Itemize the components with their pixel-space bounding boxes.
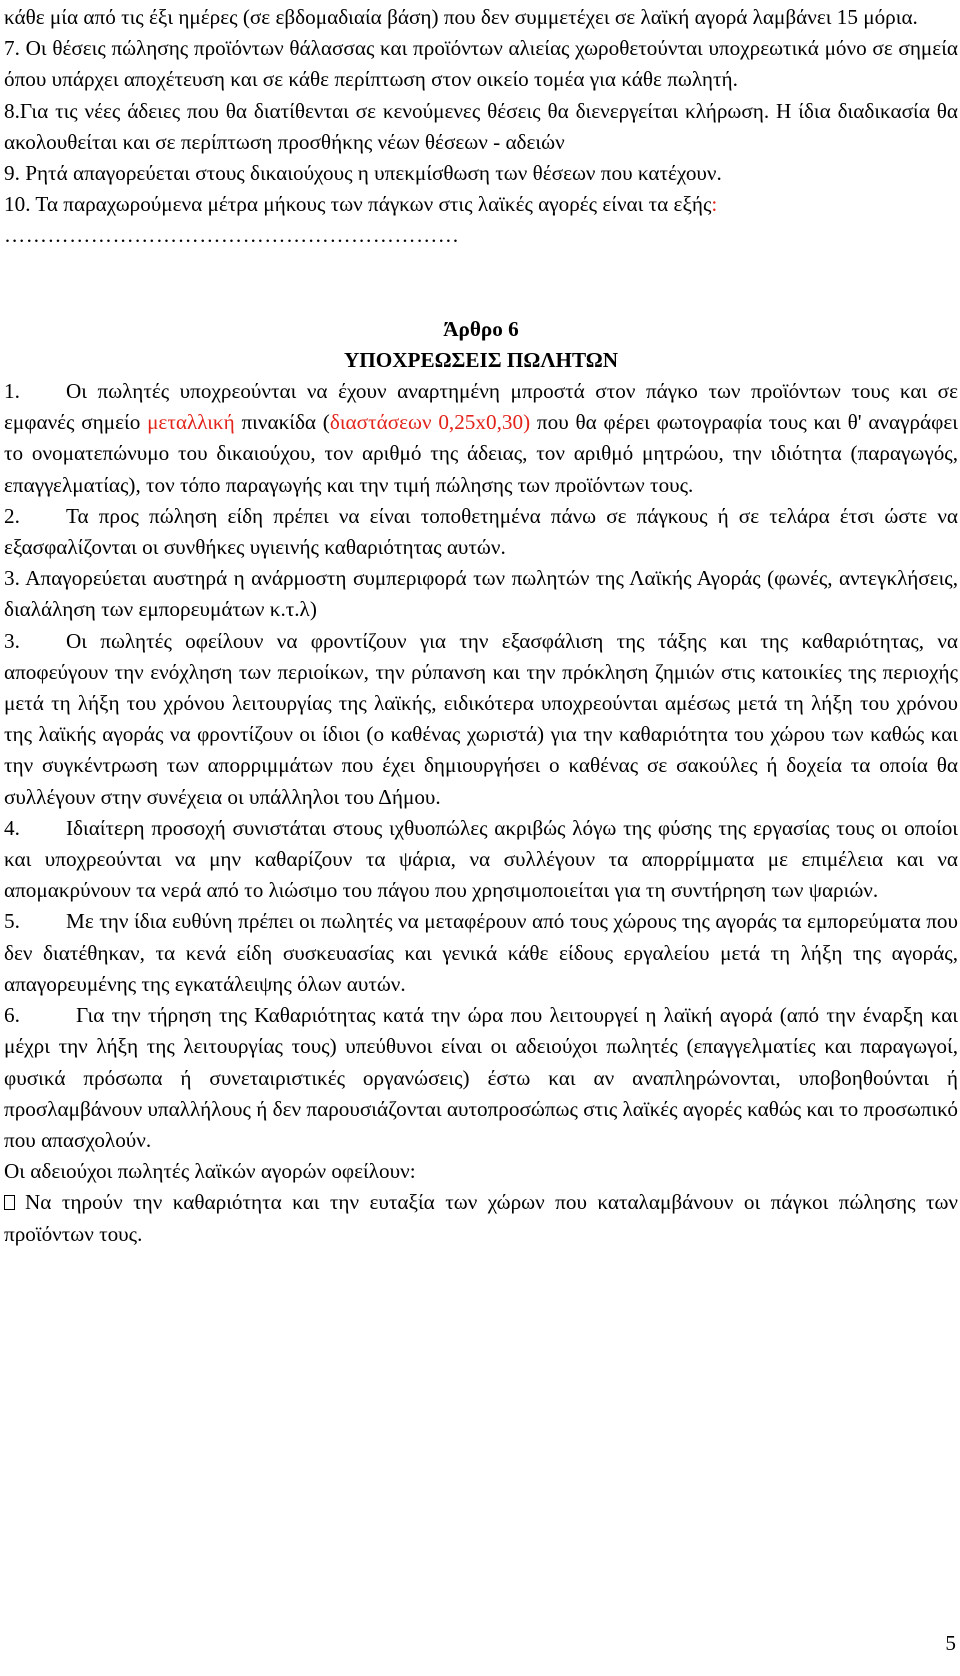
article-title: ΥΠΟΧΡΕΩΣΕΙΣ ΠΩΛΗΤΩΝ	[343, 347, 619, 372]
obligation-2	[4, 501, 958, 563]
obligation-1-text-c: που θα φέρει φωτογραφία τους και θ' αναγράφει το ονοματεπώνυμο του δικαιούχου, τον αριθμό της άδειας, τον αριθμό μητρώου, την ιδιότητα (παραγωγός, επαγγελματίας), τον τόπο παραγωγής και την τιμή πώλησης των προϊόντων τους.	[4, 410, 958, 497]
obligation-1-text-b: πινακίδα (	[234, 410, 330, 435]
obligation-1-number: 1.	[4, 379, 20, 404]
duty-item-1-text: Να τηρούν την καθαριότητα και την ευταξία των χώρων που καταλαμβάνουν οι πάγκοι πώλησης των προϊόντων τους.	[4, 1190, 958, 1246]
page-number: 5	[945, 1631, 956, 1655]
obligation-6-text: Για την τήρηση της Καθαριότητας κατά την ώρα που λειτουργεί η λαϊκή αγορά (από την έναρξη και μέχρι την λήξη της λειτουργίας τους) υπεύθυνοι είναι οι αδειούχοι πωλητές (επαγγελματίες και παραγωγοί, φυσικά πρόσωπα ή συνεταιριστικές οργανώσεις) έστω και αν αναπληρώνονται, υποβοηθούνται ή προσλαμβάνουν υπαλλήλους ή δεν παρουσιάζονται αυτοπροσώπως στις λαϊκές αγορές καθώς και το προσωπικό που απασχολούν.	[4, 1003, 958, 1152]
document-body	[4, 2, 958, 1250]
obligation-1	[4, 376, 958, 501]
paragraph-intro-tail: κάθε μία από τις έξι ημέρες (σε εβδομαδιαία βάση) που δεν συμμετέχει σε λαϊκή αγορά λαμβάνει 15 μόρια.	[4, 5, 918, 29]
obligation-3a: 3. Απαγορεύεται αυστηρά η ανάρμοστη συμπεριφορά των πωλητών της Λαϊκής Αγοράς (φωνές, αντεγκλήσεις, διαλάληση των εμπορευμάτων κ.τ.λ)	[4, 566, 958, 622]
obligation-4-text: Ιδιαίτερη προσοχή συνιστάται στους ιχθυοπώλες ακριβώς λόγω της φύσης της εργασίας τους οι οποίοι και υποχρεούνται να μην καθαρίζουν τα ψάρια, να συλλέγουν τα απορρίμματα με επιμέλεια και να απομακρύνουν τα νερά από το λιώσιμο του πάγου που χρησιμοποιείται για τη συντήρηση των ψαριών.	[4, 815, 958, 903]
obligation-6	[4, 1000, 958, 1156]
obligation-4	[4, 813, 958, 907]
obligation-5-number: 5.	[4, 909, 20, 934]
obligation-3b-number: 3.	[4, 628, 20, 653]
duties-intro: Οι αδειούχοι πωλητές λαϊκών αγορών οφείλουν:	[4, 1159, 416, 1184]
obligation-5	[4, 906, 958, 1000]
item-10-colon: :	[711, 192, 718, 217]
obligation-2-text: Τα προς πώληση είδη πρέπει να είναι τοποθετημένα πάνω σε πάγκους ή σε τελάρα έτσι ώστε να εξασφαλίζονται οι συνθήκες υγιεινής καθαριότητας αυτών.	[4, 503, 958, 560]
obligation-6-number: 6.	[4, 1003, 20, 1028]
obligation-4-number: 4.	[4, 815, 20, 840]
obligation-5-text: Με την ίδια ευθύνη πρέπει οι πωλητές να μεταφέρουν από τους χώρους της αγοράς τα εμπορεύματα που δεν διατέθηκαν, τα κενά είδη συσκευασίας και γενικά κάθε είδους εργαλείου μετά τη λήξη της αγοράς, απαγορευμένης της εγκατάλειψης όλων αυτών.	[4, 909, 958, 996]
checkbox-bullet-icon	[4, 1195, 15, 1210]
duty-item-1	[4, 1187, 958, 1249]
paragraph-item-8: 8.Για τις νέες άδειες που θα διατίθενται σε κενούμενες θέσεις θα διενεργείται κλήρωση. Η ίδια διαδικασία θα ακολουθείται και σε περίπτωση προσθήκης νέων θέσεων - αδειών	[4, 98, 958, 154]
obligation-1-highlight-dimensions: διαστάσεων 0,25x0,30)	[329, 410, 531, 435]
paragraph-item-7: 7. Οι θέσεις πώλησης προϊόντων θάλασσας και προϊόντων αλιείας χωροθετούνται υποχρεωτικά μόνο σε σημεία όπου υπάρχει αποχέτευση και σε κάθε περίπτωση στον οικείο τομέα για κάθε πωλητή.	[4, 36, 958, 92]
obligation-1-highlight-metal: μεταλλική	[147, 410, 235, 435]
obligation-3b-text: Οι πωλητές οφείλουν να φροντίζουν για την εξασφάλιση της τάξης και της καθαριότητας, να αποφεύγουν την ενόχληση των περιοίκων, την ρύπανση και την πρόκληση ζημιών στις κατοικίες της περιοχής μετά τη λήξη του χρόνου λειτουργίας της λαϊκής, ειδικότερα υποχρεούνται αμέσως μετά τη λήξη του χρόνου της λαϊκής αγοράς να φροντίζουν οι ίδιοι (ο καθένας χωριστά) για την καθαριότητα του χώρου των καθώς και την συγκέντρωση των απορριμμάτων που έχει δημιουργήσει ο καθένας σε σακούλες ή δοχεία τα οποία θα συλλέγουν στην συνέχεια οι υπάλληλοι του Δήμου.	[4, 628, 958, 809]
paragraph-item-10	[4, 189, 958, 220]
obligation-3b	[4, 626, 958, 813]
dotted-placeholder: ………………………………………………………	[4, 223, 460, 248]
item-10-text: 10. Τα παραχωρούμενα μέτρα μήκους των πάγκων στις λαϊκές αγορές είναι τα εξής	[4, 192, 712, 217]
obligation-2-number: 2.	[4, 503, 20, 528]
article-number: Άρθρο 6	[443, 316, 519, 341]
paragraph-item-9: 9. Ρητά απαγορεύεται στους δικαιούχους η υπεκμίσθωση των θέσεων που κατέχουν.	[4, 161, 722, 186]
section-gap	[4, 252, 958, 314]
obligation-1-text-a: Οι πωλητές υποχρεούνται να έχουν αναρτημένη μπροστά στον πάγκο των προϊόντων τους και σε εμφανές σημείο	[4, 379, 958, 435]
